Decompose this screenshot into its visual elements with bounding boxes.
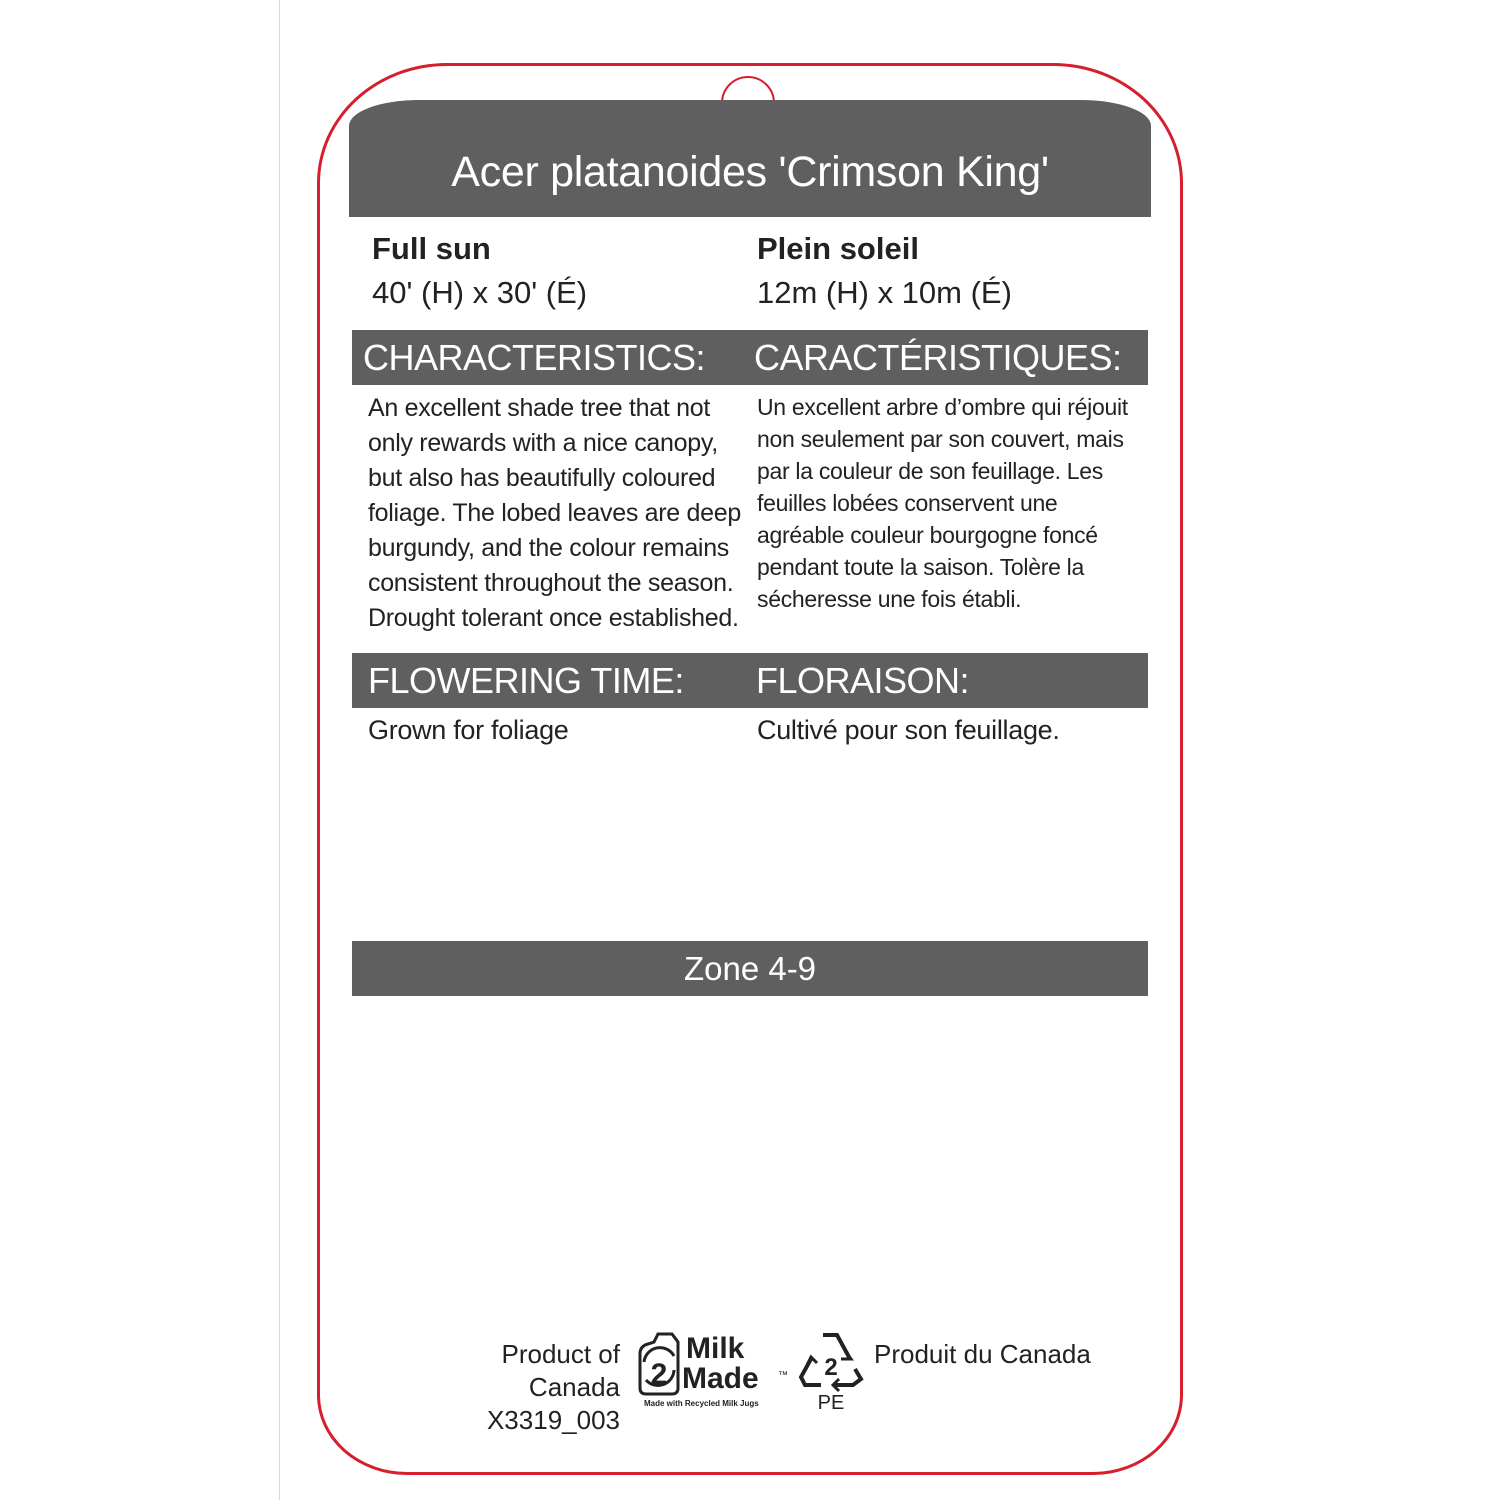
text-line: but also has beautifully coloured (368, 464, 716, 492)
text-line: pendant toute la saison. Tolère la (757, 554, 1084, 580)
text-line: An excellent shade tree that not (368, 394, 711, 422)
size-fr: 12m (H) x 10m (É) (757, 275, 1012, 310)
product-origin-fr: Produit du Canada (874, 1339, 1091, 1369)
milk-word: Milk (686, 1332, 745, 1365)
exposure-fr: Plein soleil (757, 231, 919, 266)
text-line: feuilles lobées conservent une (757, 490, 1058, 516)
flowering-heading-fr: FLORAISON: (756, 660, 970, 701)
flowering-text-en: Grown for foliage (368, 715, 569, 745)
characteristics-heading-fr: CARACTÉRISTIQUES: (754, 337, 1122, 378)
text-line: Un excellent arbre d’ombre qui réjouit (757, 394, 1128, 420)
footer-en (404, 1338, 620, 1437)
text-line: non seulement par son couvert, mais (757, 426, 1124, 452)
milk-jug-icon (640, 1334, 678, 1394)
product-origin-en: Product of Canada (501, 1339, 620, 1402)
flowering-heading-en: FLOWERING TIME: (368, 660, 684, 701)
recycle-pe-logo (797, 1325, 865, 1415)
text-line: burgundy, and the colour remains (368, 534, 729, 562)
trademark: ™ (778, 1370, 788, 1381)
text-line: sécheresse une fois établi. (757, 586, 1022, 612)
french-summary (757, 227, 1012, 315)
title-bar (349, 100, 1151, 217)
recycle-label: PE (817, 1392, 845, 1414)
flowering-text-fr: Cultivé pour son feuillage. (757, 715, 1060, 745)
flowering-bar (352, 653, 1148, 708)
text-line: Drought tolerant once established. (368, 604, 739, 632)
milk-tagline: Made with Recycled Milk Jugs (644, 1399, 759, 1408)
milk-made-logo (638, 1326, 790, 1410)
zone-label: Zone 4-9 (683, 949, 817, 987)
characteristics-text-en (368, 391, 741, 636)
text-line: foliage. The lobed leaves are deep (368, 499, 741, 527)
recycle-number: 2 (824, 1354, 838, 1381)
exposure-en: Full sun (372, 231, 491, 266)
characteristics-bar (352, 330, 1148, 385)
page-edge-line (279, 0, 280, 1500)
size-en: 40' (H) x 30' (É) (372, 275, 588, 310)
plant-title: Acer platanoides 'Crimson King' (451, 148, 1049, 196)
product-code: X3319_003 (486, 1405, 620, 1435)
characteristics-text-fr (757, 391, 1128, 615)
text-line: consistent throughout the season. (368, 569, 734, 597)
text-line: only rewards with a nice canopy, (368, 429, 718, 457)
characteristics-heading-en: CHARACTERISTICS: (363, 337, 706, 378)
zone-bar (352, 941, 1148, 996)
text-line: agréable couleur bourgogne foncé (757, 522, 1098, 548)
text-line: par la couleur de son feuillage. Les (757, 458, 1103, 484)
english-summary (372, 227, 587, 315)
made-word: Made (682, 1362, 759, 1395)
milk-number: 2 (650, 1358, 668, 1391)
